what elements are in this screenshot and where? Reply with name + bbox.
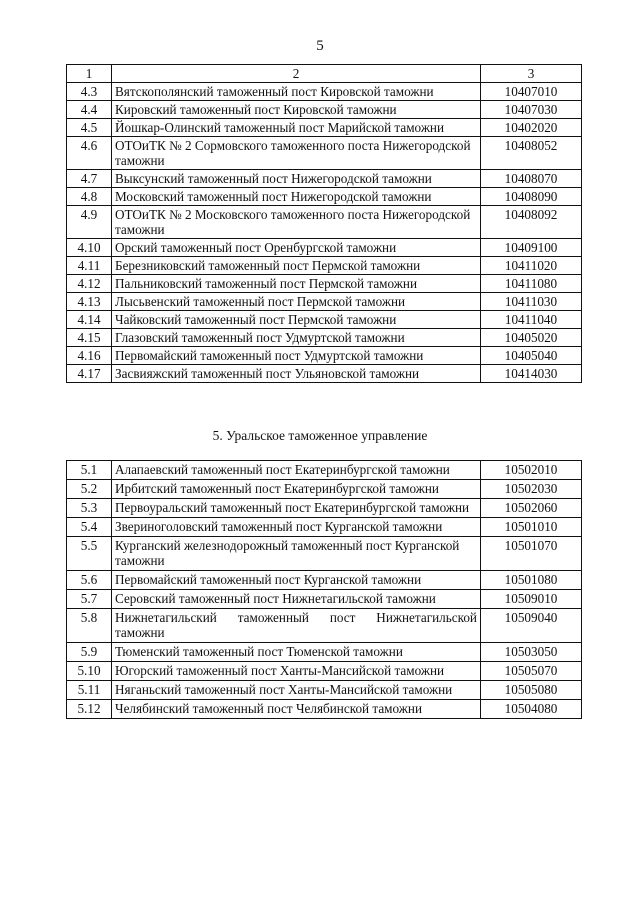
customs-post-name: Ирбитский таможенный пост Екатеринбургской таможни (112, 480, 481, 499)
table-body-bottom (67, 461, 582, 719)
row-number: 4.4 (67, 101, 112, 119)
row-number: 4.3 (67, 83, 112, 101)
row-number: 5.1 (67, 461, 112, 480)
customs-post-code: 10501010 (481, 518, 582, 537)
customs-post-code: 10411030 (481, 293, 582, 311)
table-row (67, 137, 582, 170)
customs-post-code: 10502010 (481, 461, 582, 480)
table-row (67, 293, 582, 311)
customs-post-name: Курганский железнодорожный таможенный пост Курганской таможни (112, 537, 481, 571)
row-number: 5.11 (67, 681, 112, 700)
row-number: 4.12 (67, 275, 112, 293)
row-number: 4.13 (67, 293, 112, 311)
row-number: 5.3 (67, 499, 112, 518)
customs-post-name: Засвияжский таможенный пост Ульяновской таможни (112, 365, 481, 383)
table-row (67, 609, 582, 643)
row-number: 4.17 (67, 365, 112, 383)
row-number: 4.10 (67, 239, 112, 257)
customs-post-name: Березниковский таможенный пост Пермской таможни (112, 257, 481, 275)
header-col-1: 1 (67, 65, 112, 83)
customs-post-code: 10402020 (481, 119, 582, 137)
table-row (67, 347, 582, 365)
row-number: 5.8 (67, 609, 112, 643)
table-row (67, 681, 582, 700)
table-row (67, 499, 582, 518)
customs-post-code: 10504080 (481, 700, 582, 719)
customs-post-code: 10509010 (481, 590, 582, 609)
table-row (67, 239, 582, 257)
table-row (67, 329, 582, 347)
customs-post-name: Выксунский таможенный пост Нижегородской таможни (112, 170, 481, 188)
customs-post-code: 10505080 (481, 681, 582, 700)
row-number: 4.5 (67, 119, 112, 137)
table-row (67, 311, 582, 329)
customs-posts-table-bottom (66, 460, 582, 719)
row-number: 4.9 (67, 206, 112, 239)
table-body-top (67, 65, 582, 383)
customs-post-name: Няганьский таможенный пост Ханты-Мансийской таможни (112, 681, 481, 700)
row-number: 5.5 (67, 537, 112, 571)
customs-post-name: ОТОиТК № 2 Сормовского таможенного поста Нижегородской таможни (112, 137, 481, 170)
customs-post-code: 10408090 (481, 188, 582, 206)
customs-post-name: Югорский таможенный пост Ханты-Мансийской таможни (112, 662, 481, 681)
table-row (67, 275, 582, 293)
customs-post-name: Челябинский таможенный пост Челябинской таможни (112, 700, 481, 719)
customs-post-name: Кировский таможенный пост Кировской таможни (112, 101, 481, 119)
customs-post-name: Первомайский таможенный пост Удмуртской таможни (112, 347, 481, 365)
table-row (67, 83, 582, 101)
row-number: 4.15 (67, 329, 112, 347)
row-number: 5.4 (67, 518, 112, 537)
customs-post-name: Йошкар-Олинский таможенный пост Марийской таможни (112, 119, 481, 137)
customs-post-code: 10408092 (481, 206, 582, 239)
row-number: 4.6 (67, 137, 112, 170)
table-row (67, 537, 582, 571)
customs-post-code: 10501080 (481, 571, 582, 590)
row-number: 4.14 (67, 311, 112, 329)
page-number: 5 (316, 38, 324, 54)
table-row (67, 643, 582, 662)
table-row (67, 662, 582, 681)
customs-post-name: Глазовский таможенный пост Удмуртской таможни (112, 329, 481, 347)
row-number: 5.12 (67, 700, 112, 719)
customs-post-name: Первоуральский таможенный пост Екатеринбургской таможни (112, 499, 481, 518)
customs-post-code: 10408070 (481, 170, 582, 188)
customs-post-code: 10405040 (481, 347, 582, 365)
customs-post-name: Звериноголовский таможенный пост Курганской таможни (112, 518, 481, 537)
customs-post-code: 10503050 (481, 643, 582, 662)
table-row (67, 590, 582, 609)
row-number: 5.2 (67, 480, 112, 499)
customs-post-code: 10505070 (481, 662, 582, 681)
header-col-2: 2 (112, 65, 481, 83)
header-col-3: 3 (481, 65, 582, 83)
customs-posts-table-top (66, 64, 582, 383)
customs-post-name: Алапаевский таможенный пост Екатеринбургской таможни (112, 461, 481, 480)
customs-post-code: 10411020 (481, 257, 582, 275)
customs-post-name: Первомайский таможенный пост Курганской таможни (112, 571, 481, 590)
table-row (67, 206, 582, 239)
row-number: 5.9 (67, 643, 112, 662)
table-row (67, 461, 582, 480)
row-number: 4.7 (67, 170, 112, 188)
table-row (67, 571, 582, 590)
customs-post-code: 10407030 (481, 101, 582, 119)
row-number: 5.6 (67, 571, 112, 590)
table-row (67, 518, 582, 537)
customs-post-name: Пальниковский таможенный пост Пермской таможни (112, 275, 481, 293)
row-number: 5.10 (67, 662, 112, 681)
customs-post-code: 10414030 (481, 365, 582, 383)
customs-post-code: 10409100 (481, 239, 582, 257)
customs-post-name: Орский таможенный пост Оренбургской таможни (112, 239, 481, 257)
table-row (67, 188, 582, 206)
row-number: 4.11 (67, 257, 112, 275)
row-number: 4.16 (67, 347, 112, 365)
customs-post-name: Вятскополянский таможенный пост Кировской таможни (112, 83, 481, 101)
row-number: 4.8 (67, 188, 112, 206)
table-row (67, 170, 582, 188)
customs-post-name: Московский таможенный пост Нижегородской таможни (112, 188, 481, 206)
customs-post-name: Тюменский таможенный пост Тюменской таможни (112, 643, 481, 662)
table-row (67, 101, 582, 119)
customs-post-code: 10509040 (481, 609, 582, 643)
table-row (67, 365, 582, 383)
customs-post-name: Лысьвенский таможенный пост Пермской таможни (112, 293, 481, 311)
table-row (67, 257, 582, 275)
customs-post-code: 10407010 (481, 83, 582, 101)
customs-post-code: 10405020 (481, 329, 582, 347)
table-header-row (67, 65, 582, 83)
table-row (67, 700, 582, 719)
customs-post-code: 10501070 (481, 537, 582, 571)
table-row (67, 480, 582, 499)
section-title: 5. Уральское таможенное управление (212, 428, 428, 443)
customs-post-name: Серовский таможенный пост Нижнетагильской таможни (112, 590, 481, 609)
customs-post-name: Нижнетагильский таможенный пост Нижнетагильской таможни (112, 609, 481, 643)
customs-post-code: 10408052 (481, 137, 582, 170)
customs-post-name: ОТОиТК № 2 Московского таможенного поста Нижегородской таможни (112, 206, 481, 239)
customs-post-code: 10411040 (481, 311, 582, 329)
customs-post-name: Чайковский таможенный пост Пермской таможни (112, 311, 481, 329)
table-row (67, 119, 582, 137)
customs-post-code: 10411080 (481, 275, 582, 293)
customs-post-code: 10502060 (481, 499, 582, 518)
customs-post-code: 10502030 (481, 480, 582, 499)
row-number: 5.7 (67, 590, 112, 609)
